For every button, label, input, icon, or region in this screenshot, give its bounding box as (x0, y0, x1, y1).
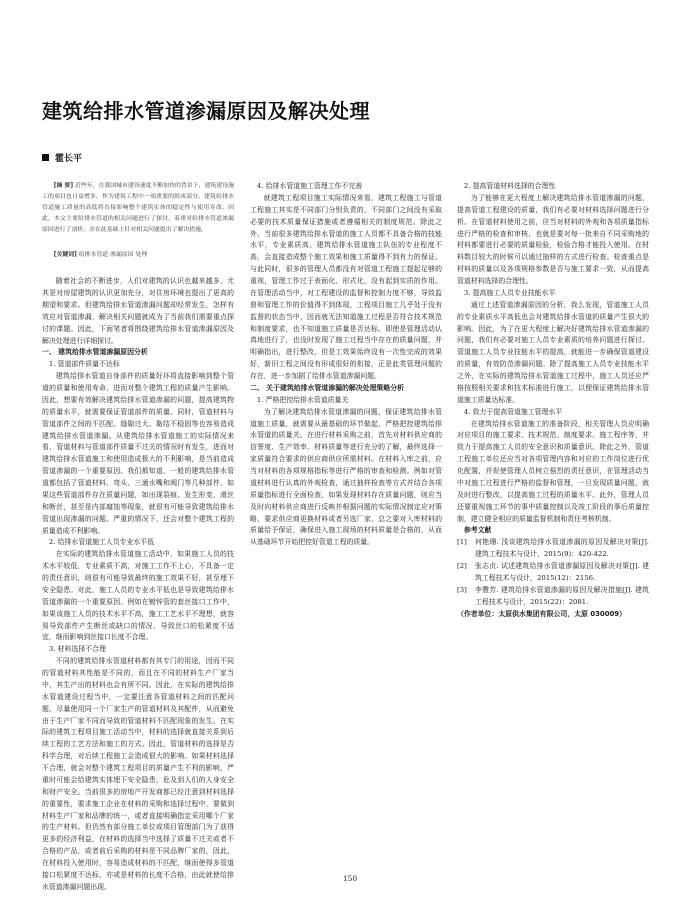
section-1-heading: 一、 建筑给排水管道渗漏原因分析 (42, 348, 148, 357)
abstract (42, 181, 234, 236)
references-heading: 参考文献 (463, 526, 492, 535)
reference-text: 李豐芳. 建筑给排水管道渗漏的原因及解决措施[J]. 建筑工程技术与设计，2015(22)：2081. (474, 585, 649, 606)
section-2-2-text: 为了能够在更大程度上解决建筑给排水管道渗漏的问题，提高管道工程建设的质量，我们有必要对材料选择问题进行分析。在管道材料使用之前，应当对材料的外观和各项质量指标进行严格的检查和审核，也就是要对每一批来自不同采购地的材料都要进行必要的质量检验，检验合格才能投入使用。在材料数目较大的时候可以通过抽样的方式进行检查。检查重点是材料的质量以及各项规格参数是否与施工要求一致，从而提高管道材料选择的合理性。 (457, 193, 649, 285)
section-1-2-heading: 2. 给排水管道施工人员专业水平低 (48, 538, 155, 547)
page-number: 150 (342, 874, 358, 883)
section-1-2-text: 在实际的建筑给排水管道施工活动中，如果施工人员的技术水平较低，专业素质不高，对施工工作不上心，不具备一定的责任意识，则很有可能导致最终的施工效果不好，甚至埋下安全隐患。对此，施工人员的专业水平低也是导致建筑给排水管道渗漏的一个重要原因。例如在镀锌管的套丝接口工作中，如果该施工人员的技术水平不高，施工工艺水平不理想，就容易导致部件产生断丝或缺口的情况，导致丝口的松紧度不适宜，继而影响到丝接口长度不合理。 (42, 550, 234, 642)
article-title: 建筑给排水管道渗漏原因及解决处理 (42, 99, 370, 123)
section-1-3-heading: 3. 材料选择不合理 (48, 645, 106, 654)
keywords (42, 250, 234, 261)
section-2-1-text: 为了解决建筑给排水管道渗漏的问题，保证建筑给排水管道施工质量，就需要从最基础的环节做起，严格把控建筑给排水管道的质量关。在进行材料采购之前，首先对材料供应商的信誉度、生产效率、材料质量等进行充分的了解，最终选择一家质量符合要求的供应商供应所需材料。在材料入库之前，应当对材料的各项规格指标等进行严格的审查和检测。例如对管道材料进行认真的外观检查，通过抽样检查等方式并结合各项质量指标进行全面检查，如果发现材料存在质量问题，则应当及时向材料供应商进行反映并根据问题的实际情况制定应对策略，要求供应商更换材料或者另选厂家。总之要对入库材料的质量给予保证，确保进入施工现场的材料质量是合格的，从而从基础环节开始把控好管道工程的质量。 (250, 407, 442, 547)
column-2 (250, 181, 442, 549)
reference-text: 何艳珊. 浅谈建筑给排水管道渗漏的原因及解决对策[J]. 建筑工程技术与设计，2015(9)：420-422. (474, 538, 649, 559)
section-1-4-text: 就建筑工程项目施工实际情况来看，建筑工程施工与管道工程施工其实是不同部门分别负责的，不同部门之间没有采取必要的技术质量保证措施或者遵循相关的制度规范。除此之外，当前很多建筑给排水管道的施工人员都不具备合格的技能水平，专业素质高。建筑给排水管道施工队伍的专业程度不高，会直接造成整个施工效果和施工质量得不到有力的保证。与此同时，很多的管理人员都没有对管道工程施工提起足够的重视，管理工作过于表面化、形式化，没有起到实质的作用。在管理活动当中，对工程建设的监督和控制力度不够，导致监督和管理工作的价值得不到体现，工程项目施工几乎处于没有监督的状态当中，因而就无法知道施工过程是否符合技术规范和制度要求，也不知道施工质量是否达标。即使是管理活动认真地进行了，也没时发现了施工过程当中存在的质量问题，并明确指出，进行整改，但是工效果始终没有一次性完成的效果好，新旧工程之间没有形成很好的衔接，正是此类管理问题的存在，进一步加剧了给排水管道渗漏问题。 (250, 193, 442, 380)
abstract-label: [摘 要] (53, 183, 74, 189)
abstract-text: 近些年，在我国城市建设速度不断加快的背景下，建筑建设施工的项目也日益增多。作为建筑工程中一项重要的组成部分，建筑给排水管道施工质量的高低将直接影响整个建筑实体的稳定性与使用寿命。因此，本文主要给排水管道的相关问题进行了探讨，着重对给排水管道渗漏原因进行了剖析，并在此基础上针对相关问题提出了解决措施。 (42, 183, 235, 233)
section-1-3-text: 不同的建筑给排水管道材料都有其专门的用途，因而不同的管道材料其性能是不同的，而且在不同的材料生产厂家当中，其生产出的材料也会有所不同。因此，在实际的建筑给排水管道建设过程当中，一定要注意各管道材料之间的匹配问题，尽量使用同一个厂家生产的管道材料及其配件，从而避免由于生产厂家不同而导致的管道材料不匹配现象的发生。在实际的建筑工程项目施工活动当中，材料的选择就直接关系到后续工程的工艺方法和施工的方式。因此，管道材料的选择是否科学合理，对后续工程施工会造成很大的影响。如果材料选择不合理，就会对整个建筑工程项目的质量产生不利的影响，严重时可能会给建筑实体埋下安全隐患，危及到人们的人身安全和财产安全。当前很多的房地产开发商都已经注意到材料选择的重要性，要求施工企业在材料的采购和选择过程中，要做到材料生产厂家和品牌的统一，或者直接明确指定采用哪个厂家的生产材料。但仍然有部分施工单位或项目管理部门为了获得更多的经济利益，在材料的选择当中选择了质量不过关或者不合格的产品，或者前后采购的材料是不同品牌厂家的，因此，在材料投入使用时，容易造成材料的不匹配，继而使得多管道接口松紧度不达标，亦或是材料的长度不合格，由此就使给排水管道渗漏问题出现。 (42, 657, 234, 891)
author-name: 霍长平 (55, 154, 83, 164)
reference-number: [3] (457, 585, 467, 594)
reference-item (457, 537, 649, 561)
section-2-heading: 二、 关于建筑给排水管道渗漏的解决处理策略分析 (250, 383, 404, 392)
section-2-4-text: 在建筑给排水管道施工的准备阶段，相关管理人员应明确对应项目的施工要求、技术规范、制度要求、施工程序等，并致力于提高施工人员的安全意识和质量意识。除此之外，管道工程施工单位还应当对各项管理内容和对应的工作岗位进行优化配置，并促使管理人员树立强烈的责任意识，在管理活动当中对施工过程进行严格的监督和管理，一旦发现质量问题，就及时进行整改，以提高施工过程的质量水平。此外，管理人员还要重视施工环节的事中质量控制以及竣工阶段的事后质量控制，建立健全相应的质量监督机制和责任考核机制。 (457, 419, 649, 523)
reference-number: [1] (457, 538, 467, 547)
keywords-text: 给排水管道 渗漏原因 处理 (78, 251, 148, 258)
column-1 (42, 181, 234, 894)
author-affiliation: （作者单位：太原供水集团有限公司，太原 030009） (457, 609, 626, 618)
section-2-4-heading: 4. 致力于提高管道施工管理水平 (463, 407, 563, 416)
section-1-1-text: 建筑给排水管道自身部件的质量好坏将直接影响到整个管道的质量和使用寿命，进而对整个建筑工程的质量产生影响。因此，想要有效解决建筑给排水管道渗漏的问题，提高建筑物的质量水平，就需要保证管道部件的质量。同时，管道材料与管道部件之间的不匹配、缝隙过大、黏结不稳固等也容易造成建筑给排水管道渗漏。从建筑给排水管道施工的实际情况来看，管道材料与管道部件质量不过关的情况时有发生，进而对建筑给排水管道施工和使用造成极大的不利影响，是当前造成管道渗漏的一个重要原因。我们都知道，一般的建筑给排水管道都包括了管道材料、弯头、三通水嘴和阀门等几种部件，如果这些管道部件存在质量问题，如出现裂痕、发生形变、滑丝和断丝，甚至是内部腐蚀等现象，就很有可能导致建筑给排水管道出现渗漏的问题。严重的情况下，还会对整个建筑工程的质量造成不利影响。 (42, 372, 234, 535)
reference-item (457, 561, 649, 585)
keywords-label: [关键词] (53, 251, 77, 258)
section-2-3-heading: 3. 提高施工人员专业技能水平 (463, 288, 556, 297)
reference-number: [2] (457, 562, 467, 570)
section-1-1-heading: 1. 管道部件质量不达标 (48, 360, 120, 369)
square-bullet-icon (42, 154, 49, 161)
reference-text: 张志贞. 试述建筑给排水管道渗漏原因及解决对策[J]. 建筑工程技术与设计，2015(12)：2156. (474, 562, 649, 582)
section-1-4-heading: 4. 给排水管道施工管理工作不完善 (256, 182, 363, 190)
section-2-2-heading: 2. 提高管道材料选择的合理性 (463, 182, 556, 190)
intro-paragraph: 随着社会的不断进步，人们对建筑的认识也越来越多，尤其是对房屋建筑的认识更加充分，对住房环境也提出了更高的期望和要求。但建筑给排水管道渗漏问题却经常发生，怎样有效应对管道渗漏，解决相关问题就成为了当前我们需要重点探讨的课题。因此，下面笔者将围绕建筑给排水管道渗漏原因及解决处理进行详细探讨。 (42, 277, 234, 345)
section-2-3-text: 通过上述管道渗漏原因的分析，我么发现，管道施工人员的专业素质水平高低也会对建筑给排水管道的质量产生很大的影响。因此，为了在更大程度上解决好建筑给排水管道渗漏的问题，我们有必要对施工人员专业素质的培养问题进行探讨。管道施工人员专业技能水平的提高，就能进一步确保管道建设的质量，有效防范渗漏问题。除了提高施工人员专业技能水平之外，在实际的建筑给排水管道施工过程中，施工人员还应严格按照相关要求和技术标准进行施工，以便保证建筑给排水管道施工质量达标准。 (457, 300, 649, 404)
column-3 (457, 181, 649, 620)
section-2-1-heading: 1. 严格把控给排水管道质量关 (256, 395, 349, 404)
reference-item (457, 585, 649, 609)
author-line (42, 151, 82, 164)
